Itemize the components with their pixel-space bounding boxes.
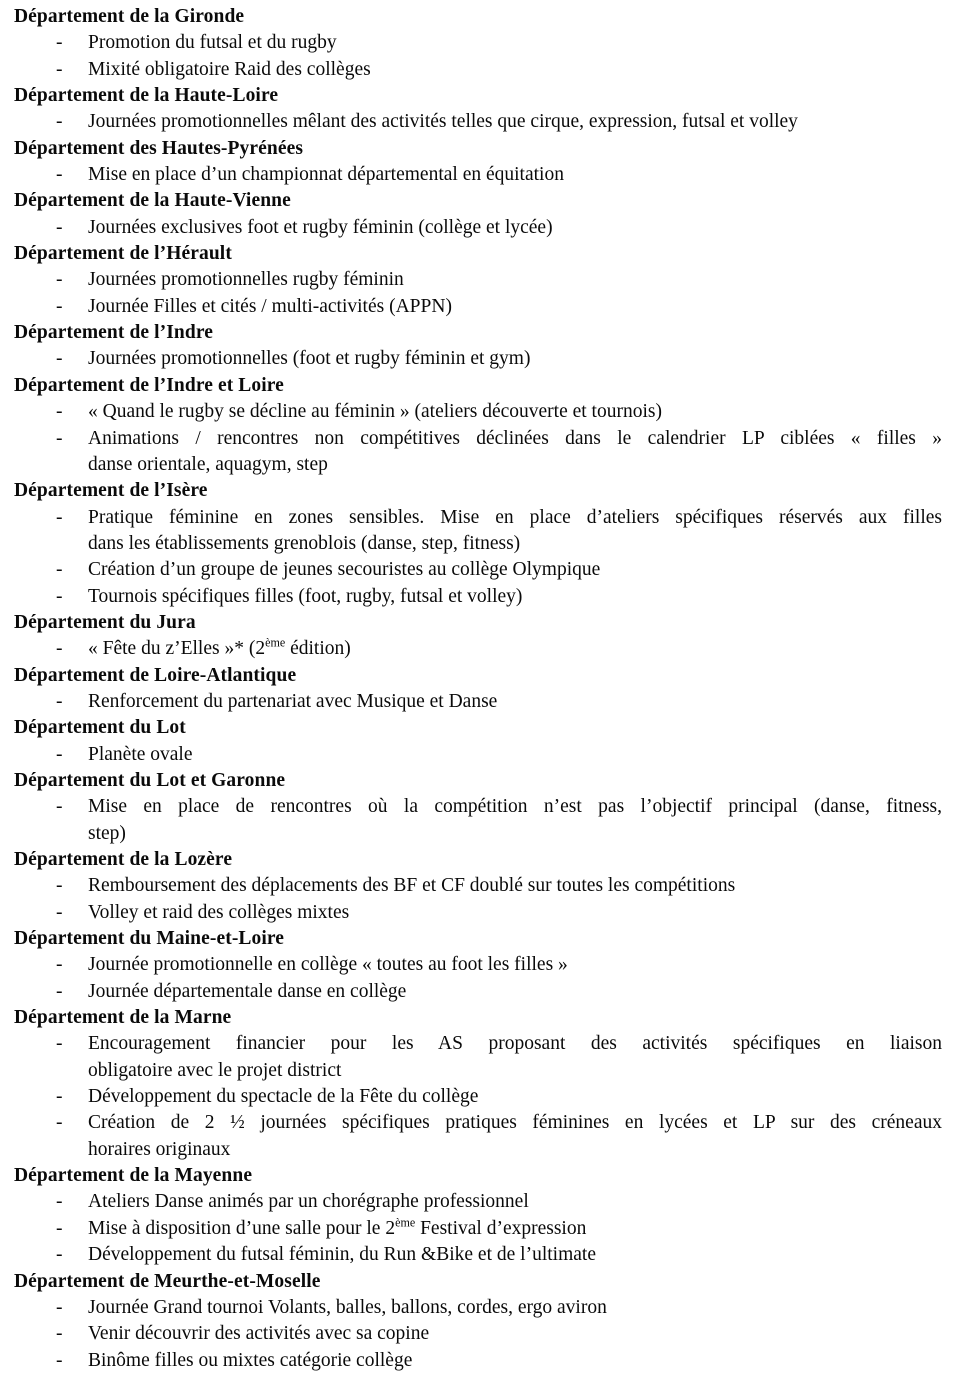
department-section	[14, 926, 942, 1005]
bullet-line	[88, 952, 942, 978]
bullet-item	[14, 979, 942, 1005]
bullet-line	[88, 399, 942, 425]
bullet-text	[88, 689, 942, 715]
department-section	[14, 373, 942, 478]
bullet-item	[14, 900, 942, 926]
bullet-line	[88, 57, 942, 83]
department-heading: Département du Jura	[14, 611, 196, 633]
department-heading: Département de la Marne	[14, 1007, 232, 1029]
department-section	[14, 663, 942, 716]
text-segment: Promotion du futsal et du rugby	[88, 32, 337, 54]
department-heading: Département de la Haute-Loire	[14, 85, 279, 107]
bullet-text	[88, 109, 942, 135]
bullet-dash-marker: -	[56, 743, 63, 765]
bullet-line	[88, 1242, 942, 1268]
bullet-dash-marker: -	[56, 216, 63, 238]
department-heading: Département de l’Indre	[14, 322, 213, 344]
bullet-text	[88, 952, 942, 978]
bullet-line	[88, 109, 942, 135]
bullet-item	[14, 267, 942, 293]
bullet-text	[88, 1110, 942, 1163]
department-section	[14, 241, 942, 320]
bullet-dash-marker: -	[56, 427, 63, 449]
text-segment: horaires originaux	[88, 1138, 231, 1160]
text-segment: Animations / rencontres non compétitives déclinées dans le calendrier LP ciblées « filles »	[88, 427, 942, 449]
bullet-text	[88, 557, 942, 583]
bullet-text	[88, 1216, 942, 1242]
text-segment: Développement du futsal féminin, du Run &Bike et de l’ultimate	[88, 1244, 596, 1266]
text-segment: Journées promotionnelles rugby féminin	[88, 269, 404, 291]
bullet-text	[88, 294, 942, 320]
bullet-item	[14, 399, 942, 425]
bullet-item	[14, 57, 942, 83]
bullet-item	[14, 109, 942, 135]
bullet-line	[88, 979, 942, 1005]
bullet-text	[88, 162, 942, 188]
bullet-line	[88, 1084, 942, 1110]
bullet-item	[14, 1321, 942, 1347]
text-segment: Binôme filles ou mixtes catégorie collège	[88, 1349, 413, 1371]
department-section	[14, 847, 942, 926]
bullet-line	[88, 794, 942, 820]
bullet-text	[88, 1295, 942, 1321]
department-heading: Département de l’Hérault	[14, 243, 232, 265]
bullet-line	[88, 689, 942, 715]
bullet-text	[88, 979, 942, 1005]
text-segment: Tournois spécifiques filles (foot, rugby, futsal et volley)	[88, 585, 523, 607]
bullet-item	[14, 689, 942, 715]
text-segment: step)	[88, 822, 126, 844]
bullet-item	[14, 1189, 942, 1215]
bullet-text	[88, 1321, 942, 1347]
bullet-dash-marker: -	[56, 875, 63, 897]
bullet-text	[88, 873, 942, 899]
text-segment: Renforcement du partenariat avec Musique et Danse	[88, 690, 498, 712]
text-segment: « Fête du z’Elles »* (2	[88, 638, 266, 660]
superscript-text: ème	[395, 1215, 416, 1230]
bullet-item	[14, 873, 942, 899]
bullet-text	[88, 1348, 942, 1374]
bullet-dash-marker: -	[56, 111, 63, 133]
bullet-line	[88, 1110, 942, 1136]
bullet-item	[14, 1242, 942, 1268]
department-section	[14, 1163, 942, 1268]
bullet-dash-marker: -	[56, 348, 63, 370]
bullet-line	[88, 1216, 942, 1242]
bullet-text	[88, 505, 942, 558]
text-segment: Journée Filles et cités / multi-activités (APPN)	[88, 295, 452, 317]
bullet-text	[88, 1242, 942, 1268]
bullet-dash-marker: -	[56, 954, 63, 976]
bullet-text	[88, 584, 942, 610]
bullet-line	[88, 584, 942, 610]
text-segment: Mise à disposition d’une salle pour le 2	[88, 1217, 396, 1239]
text-segment: Pratique féminine en zones sensibles. Mise en place d’ateliers spécifiques réservés aux filles	[88, 506, 942, 528]
bullet-dash-marker: -	[56, 585, 63, 607]
bullet-line	[88, 1348, 942, 1374]
department-section	[14, 320, 942, 373]
bullet-line	[88, 294, 942, 320]
text-segment: Planète ovale	[88, 743, 193, 765]
text-segment: Encouragement financier pour les AS proposant des activités spécifiques en liaison	[88, 1033, 942, 1055]
bullet-line	[88, 557, 942, 583]
department-heading: Département de l’Isère	[14, 480, 208, 502]
bullet-line	[88, 426, 942, 452]
text-segment: Volley et raid des collèges mixtes	[88, 901, 350, 923]
bullet-line	[88, 162, 942, 188]
bullet-line	[88, 1295, 942, 1321]
text-segment: Journées promotionnelles mêlant des activités telles que cirque, expression, futsal et volley	[88, 111, 798, 133]
bullet-dash-marker: -	[56, 506, 63, 528]
department-section	[14, 4, 942, 83]
bullet-text	[88, 900, 942, 926]
department-section	[14, 715, 942, 768]
bullet-text	[88, 794, 942, 847]
bullet-line	[88, 346, 942, 372]
department-section	[14, 768, 942, 847]
bullet-item	[14, 952, 942, 978]
bullet-line	[88, 1189, 942, 1215]
text-segment: Création d’un groupe de jeunes secouristes au collège Olympique	[88, 559, 601, 581]
bullet-dash-marker: -	[56, 164, 63, 186]
superscript-text: ème	[265, 635, 286, 650]
bullet-dash-marker: -	[56, 1244, 63, 1266]
bullet-text	[88, 1189, 942, 1215]
text-segment: Journée promotionnelle en collège « toutes au foot les filles »	[88, 954, 568, 976]
department-heading: Département de Loire-Atlantique	[14, 664, 297, 686]
bullet-line	[88, 1031, 942, 1057]
bullet-item	[14, 1295, 942, 1321]
text-segment: danse orientale, aquagym, step	[88, 453, 328, 475]
bullet-text	[88, 215, 942, 241]
bullet-text	[88, 399, 942, 425]
text-segment: Création de 2 ½ journées spécifiques pratiques féminines en lycées et LP sur des créneaux	[88, 1112, 942, 1134]
bullet-dash-marker: -	[56, 1217, 63, 1239]
bullet-line	[88, 636, 942, 662]
bullet-text	[88, 1084, 942, 1110]
bullet-text	[88, 426, 942, 479]
bullet-dash-marker: -	[56, 1112, 63, 1134]
bullet-text	[88, 346, 942, 372]
text-segment: Remboursement des déplacements des BF et CF doublé sur toutes les compétitions	[88, 875, 736, 897]
bullet-line	[88, 215, 942, 241]
bullet-text	[88, 267, 942, 293]
text-segment: obligatoire avec le projet district	[88, 1059, 342, 1081]
text-segment: Journée départementale danse en collège	[88, 980, 407, 1002]
text-segment: dans les établissements grenoblois (danse, step, fitness)	[88, 532, 521, 554]
bullet-text	[88, 30, 942, 56]
department-section	[14, 136, 942, 189]
bullet-dash-marker: -	[56, 401, 63, 423]
text-segment: Ateliers Danse animés par un chorégraphe professionnel	[88, 1191, 529, 1213]
bullet-line	[88, 873, 942, 899]
bullet-dash-marker: -	[56, 1323, 63, 1345]
bullet-item	[14, 742, 942, 768]
bullet-dash-marker: -	[56, 1033, 63, 1055]
department-heading: Département de la Mayenne	[14, 1165, 253, 1187]
text-segment: Mise en place d’un championnat départemental en équitation	[88, 164, 564, 186]
bullet-dash-marker: -	[56, 690, 63, 712]
bullet-item	[14, 557, 942, 583]
text-segment: Journées promotionnelles (foot et rugby féminin et gym)	[88, 348, 531, 370]
department-section	[14, 1005, 942, 1163]
bullet-dash-marker: -	[56, 58, 63, 80]
department-heading: Département du Maine-et-Loire	[14, 928, 285, 950]
bullet-item	[14, 162, 942, 188]
bullet-item	[14, 30, 942, 56]
department-heading: Département de Meurthe-et-Moselle	[14, 1270, 321, 1292]
bullet-line	[88, 900, 942, 926]
text-segment: Festival d’expression	[415, 1217, 587, 1239]
bullet-text	[88, 1031, 942, 1084]
department-section	[14, 83, 942, 136]
bullet-dash-marker: -	[56, 269, 63, 291]
bullet-item	[14, 426, 942, 479]
bullet-text	[88, 742, 942, 768]
department-heading: Département des Hautes-Pyrénées	[14, 137, 304, 159]
department-section	[14, 478, 942, 610]
bullet-item	[14, 294, 942, 320]
bullet-item	[14, 794, 942, 847]
bullet-line	[88, 1137, 942, 1163]
bullet-item	[14, 215, 942, 241]
bullet-item	[14, 1110, 942, 1163]
bullet-item	[14, 1084, 942, 1110]
department-heading: Département de la Lozère	[14, 849, 233, 870]
bullet-item	[14, 1031, 942, 1084]
department-heading: Département du Lot	[14, 717, 186, 739]
bullet-dash-marker: -	[56, 980, 63, 1002]
text-segment: « Quand le rugby se décline au féminin » (ateliers découverte et tournois)	[88, 401, 662, 423]
text-segment: édition)	[285, 638, 351, 660]
bullet-dash-marker: -	[56, 295, 63, 317]
text-segment: Développement du spectacle de la Fête du collège	[88, 1086, 479, 1108]
department-section	[14, 1269, 942, 1374]
bullet-line	[88, 267, 942, 293]
bullet-line	[88, 742, 942, 768]
bullet-item	[14, 505, 942, 558]
department-heading: Département de l’Indre et Loire	[14, 374, 284, 396]
bullet-dash-marker: -	[56, 1349, 63, 1371]
bullet-item	[14, 636, 942, 662]
bullet-item	[14, 1216, 942, 1242]
bullet-line	[88, 452, 942, 478]
text-segment: Venir découvrir des activités avec sa copine	[88, 1323, 430, 1345]
bullet-line	[88, 1058, 942, 1084]
text-segment: Mise en place de rencontres où la compétition n’est pas l’objectif principal (danse, fitness,	[88, 796, 942, 818]
bullet-text	[88, 636, 942, 662]
department-heading: Département de la Gironde	[14, 6, 245, 27]
bullet-item	[14, 584, 942, 610]
bullet-line	[88, 505, 942, 531]
bullet-item	[14, 1348, 942, 1374]
bullet-dash-marker: -	[56, 1191, 63, 1213]
bullet-item	[14, 346, 942, 372]
bullet-dash-marker: -	[56, 901, 63, 923]
text-segment: Mixité obligatoire Raid des collèges	[88, 58, 371, 80]
bullet-dash-marker: -	[56, 1086, 63, 1108]
bullet-line	[88, 1321, 942, 1347]
bullet-line	[88, 30, 942, 56]
department-section	[14, 610, 942, 663]
bullet-text	[88, 57, 942, 83]
bullet-dash-marker: -	[56, 638, 63, 660]
bullet-dash-marker: -	[56, 32, 63, 54]
text-segment: Journées exclusives foot et rugby féminin (collège et lycée)	[88, 216, 553, 238]
department-heading: Département de la Haute-Vienne	[14, 190, 291, 212]
bullet-line	[88, 531, 942, 557]
bullet-line	[88, 821, 942, 847]
bullet-dash-marker: -	[56, 796, 63, 818]
bullet-dash-marker: -	[56, 1296, 63, 1318]
department-section	[14, 188, 942, 241]
bullet-dash-marker: -	[56, 559, 63, 581]
text-segment: Journée Grand tournoi Volants, balles, ballons, cordes, ergo aviron	[88, 1296, 607, 1318]
department-heading: Département du Lot et Garonne	[14, 769, 286, 791]
